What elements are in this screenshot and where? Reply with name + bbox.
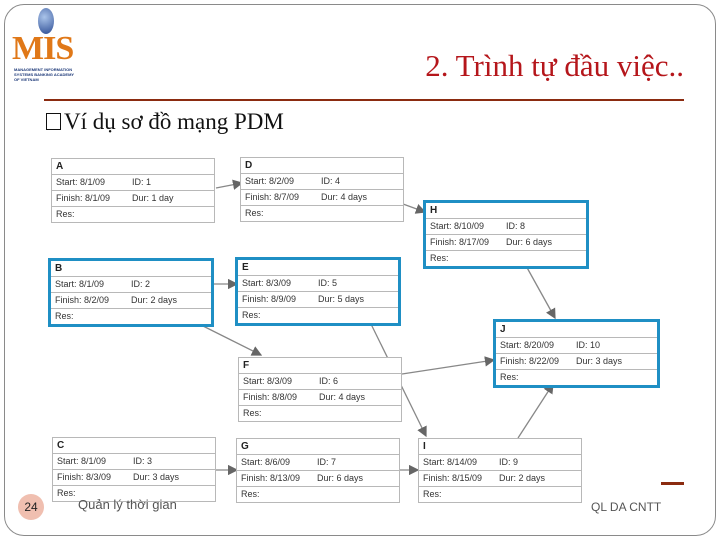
node-name: A: [52, 159, 214, 175]
node-id: ID: 9: [499, 457, 519, 467]
node-finish: Finish: 8/15/09: [423, 473, 483, 483]
task-node-h: [423, 200, 589, 269]
node-start: Start: 8/1/09: [57, 456, 107, 466]
node-id: ID: 1: [132, 177, 152, 187]
task-node-b: [48, 258, 214, 327]
node-finish: Finish: 8/22/09: [500, 356, 560, 366]
node-resource: Res:: [241, 489, 260, 499]
task-node-f: [238, 357, 402, 422]
task-node-j: [493, 319, 660, 388]
footer-topic: Quản lý thời gian: [78, 497, 177, 512]
node-id: ID: 6: [319, 376, 339, 386]
node-id: ID: 3: [133, 456, 153, 466]
node-start: Start: 8/2/09: [245, 176, 295, 186]
node-finish: Finish: 8/13/09: [241, 473, 301, 483]
node-name: F: [239, 358, 401, 374]
node-start: Start: 8/20/09: [500, 340, 555, 350]
logo-text: MIS: [12, 30, 74, 67]
node-start: Start: 8/14/09: [423, 457, 478, 467]
node-finish: Finish: 8/1/09: [56, 193, 111, 203]
node-duration: Dur: 3 days: [133, 472, 180, 482]
node-name: D: [241, 158, 403, 174]
node-finish: Finish: 8/3/09: [57, 472, 112, 482]
node-duration: Dur: 2 days: [499, 473, 546, 483]
arrow-i-j: [518, 384, 553, 438]
node-resource: Res:: [55, 311, 74, 321]
node-name: B: [51, 261, 211, 277]
node-start: Start: 8/1/09: [56, 177, 106, 187]
footer-accent-bar: [661, 482, 684, 485]
node-name: J: [496, 322, 657, 338]
task-node-i: [418, 438, 582, 503]
arrow-h-j: [525, 264, 555, 318]
node-duration: Dur: 5 days: [318, 294, 365, 304]
node-finish: Finish: 8/7/09: [245, 192, 300, 202]
node-id: ID: 7: [317, 457, 337, 467]
node-id: ID: 8: [506, 221, 526, 231]
node-finish: Finish: 8/2/09: [55, 295, 110, 305]
node-duration: Dur: 2 days: [131, 295, 178, 305]
node-duration: Dur: 3 days: [576, 356, 623, 366]
node-id: ID: 2: [131, 279, 151, 289]
node-duration: Dur: 4 days: [319, 392, 366, 402]
node-resource: Res:: [245, 208, 264, 218]
node-start: Start: 8/3/09: [242, 278, 292, 288]
node-name: H: [426, 203, 586, 219]
node-name: C: [53, 438, 215, 454]
node-start: Start: 8/6/09: [241, 457, 291, 467]
task-node-g: [236, 438, 400, 503]
arrow-a-d: [216, 183, 242, 188]
node-start: Start: 8/1/09: [55, 279, 105, 289]
node-start: Start: 8/10/09: [430, 221, 485, 231]
node-resource: Res:: [430, 253, 449, 263]
node-finish: Finish: 8/17/09: [430, 237, 490, 247]
node-id: ID: 10: [576, 340, 601, 350]
logo-subtitle: MANAGEMENT INFORMATION SYSTEMS BANKING ACADEMY OF VIETNAM: [14, 67, 75, 82]
node-name: G: [237, 439, 399, 455]
node-resource: Res:: [243, 408, 262, 418]
node-name: I: [419, 439, 581, 455]
node-duration: Dur: 1 day: [132, 193, 174, 203]
node-resource: Res:: [423, 489, 442, 499]
node-finish: Finish: 8/8/09: [243, 392, 298, 402]
node-resource: Res:: [57, 488, 76, 498]
slide-title: 2. Trình tự đầu việc..: [425, 48, 684, 83]
node-resource: Res:: [242, 310, 261, 320]
footer-course: QL DA CNTT: [591, 500, 662, 514]
node-start: Start: 8/3/09: [243, 376, 293, 386]
node-resource: Res:: [500, 372, 519, 382]
page-number-badge: 24: [18, 494, 44, 520]
arrow-d-h: [403, 204, 425, 212]
node-id: ID: 4: [321, 176, 341, 186]
task-node-c: [52, 437, 216, 502]
node-duration: Dur: 6 days: [317, 473, 364, 483]
node-name: E: [238, 260, 398, 276]
task-node-e: [235, 257, 401, 326]
arrow-f-j: [402, 360, 494, 374]
task-node-a: [51, 158, 215, 223]
node-duration: Dur: 4 days: [321, 192, 368, 202]
node-finish: Finish: 8/9/09: [242, 294, 297, 304]
task-node-d: [240, 157, 404, 222]
node-duration: Dur: 6 days: [506, 237, 553, 247]
subheading-text: Ví dụ sơ đồ mạng PDM: [64, 109, 284, 134]
node-id: ID: 5: [318, 278, 338, 288]
node-resource: Res:: [56, 209, 75, 219]
